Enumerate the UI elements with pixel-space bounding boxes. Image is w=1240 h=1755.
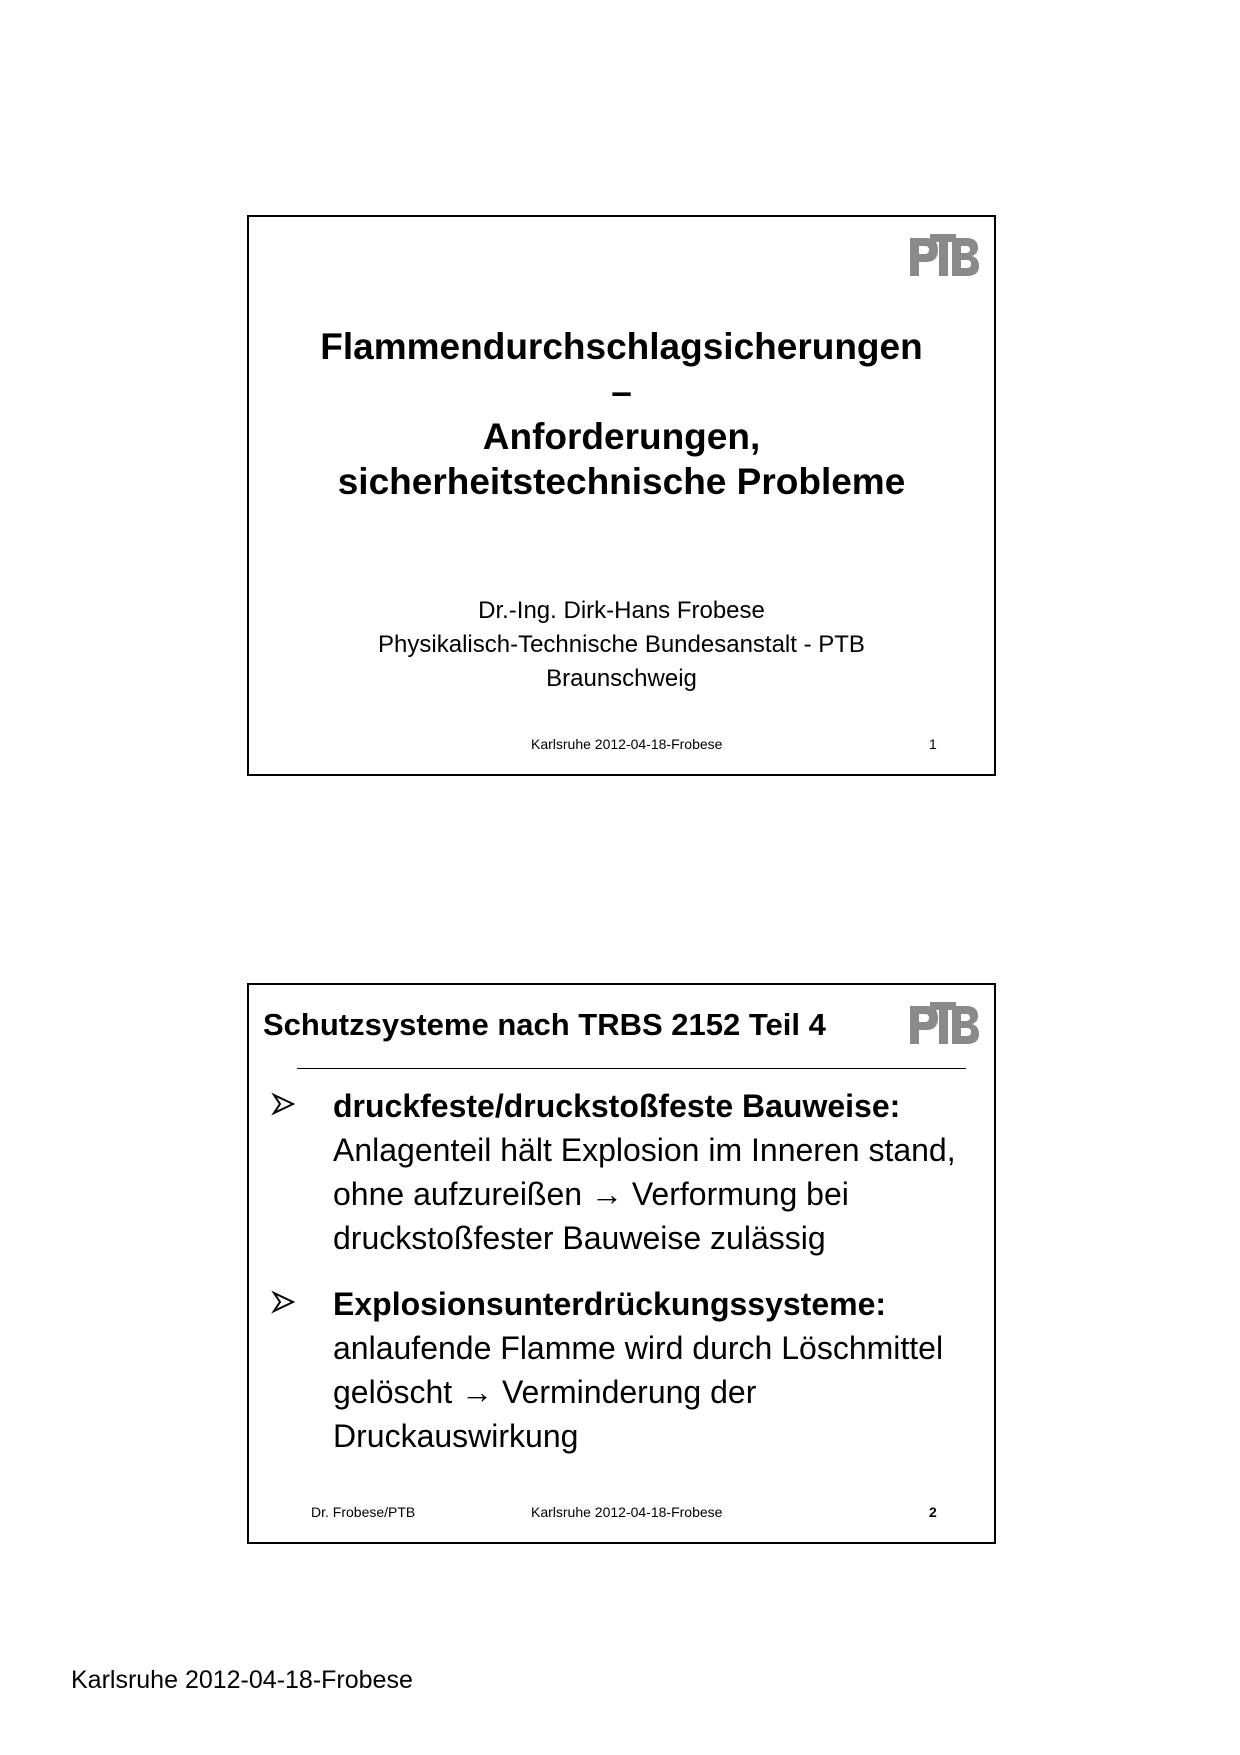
title-line: – <box>611 371 632 412</box>
ptb-logo-icon <box>908 1000 980 1048</box>
slide-1 <box>247 215 996 776</box>
page-footer: Karlsruhe 2012-04-18-Frobese <box>71 1666 413 1694</box>
bullet-heading: druckfeste/druckstoßfeste Bauweise: <box>333 1088 901 1124</box>
slide-2-footer-author: Dr. Frobese/PTB <box>311 1504 416 1520</box>
author-city: Braunschweig <box>546 665 697 692</box>
slide-1-author-block <box>249 594 994 696</box>
slide-2-footer: Karlsruhe 2012-04-18-Frobese <box>531 1504 723 1520</box>
title-divider <box>297 1068 966 1069</box>
bullet-body-line: Anlagenteil hält Explosion im Inneren stand, <box>333 1132 956 1168</box>
bullet-item <box>271 1084 971 1260</box>
bullet-item <box>271 1282 971 1458</box>
bullet-body-line: druckstoßfester Bauweise zulässig <box>333 1220 826 1256</box>
author-institution: Physikalisch-Technische Bundesanstalt - PTB <box>378 631 865 658</box>
arrowhead-bullet-icon <box>271 1285 297 1319</box>
bullet-body-line: gelöscht → Verminderung der <box>333 1374 757 1410</box>
title-line: Anforderungen, <box>482 416 761 457</box>
slide-1-footer: Karlsruhe 2012-04-18-Frobese <box>531 736 723 752</box>
slide-1-title <box>249 324 994 504</box>
slide-1-page-number: 1 <box>929 736 937 752</box>
title-line: sicherheitstechnische Probleme <box>337 461 906 502</box>
bullet-body-line: ohne aufzureißen → Verformung bei <box>333 1176 849 1212</box>
bullet-heading: Explosionsunterdrückungssysteme: <box>333 1286 887 1322</box>
arrowhead-bullet-icon <box>271 1087 297 1121</box>
slide-2-title: Schutzsysteme nach TRBS 2152 Teil 4 <box>263 1007 826 1042</box>
bullet-body-line: anlaufende Flamme wird durch Löschmittel <box>333 1330 944 1366</box>
slide-2-page-number: 2 <box>929 1504 937 1520</box>
author-name: Dr.-Ing. Dirk-Hans Frobese <box>478 597 765 624</box>
ptb-logo-icon <box>908 232 980 280</box>
slide-2 <box>247 983 996 1544</box>
bullet-body-line: Druckauswirkung <box>333 1418 579 1454</box>
title-line: Flammendurchschlagsicherungen <box>320 326 923 367</box>
